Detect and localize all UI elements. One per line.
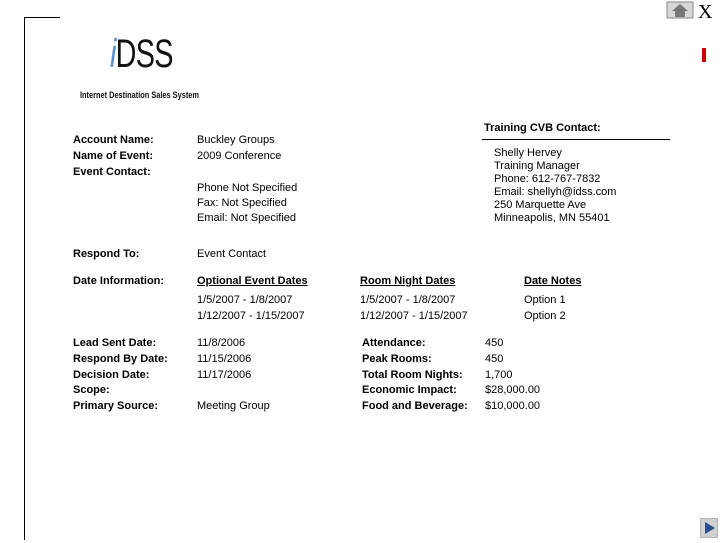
date-cell: 1/12/2007 - 1/15/2007 bbox=[197, 310, 305, 322]
attendance-value: 450 bbox=[485, 337, 504, 349]
optional-event-dates-header: Optional Event Dates bbox=[197, 275, 308, 287]
room-night-dates-header: Room Night Dates bbox=[360, 275, 456, 287]
home-button[interactable] bbox=[666, 1, 694, 19]
date-cell: Option 1 bbox=[524, 294, 566, 306]
date-cell: 1/5/2007 - 1/8/2007 bbox=[360, 294, 456, 306]
account-name-value: Buckley Groups bbox=[197, 134, 275, 146]
contact-phone: Phone Not Specified bbox=[197, 182, 298, 194]
respond-by-date-value: 11/15/2006 bbox=[197, 353, 252, 365]
peak-rooms-value: 450 bbox=[485, 353, 504, 365]
date-cell: 1/12/2007 - 1/15/2007 bbox=[360, 310, 468, 322]
slide-frame-top bbox=[24, 17, 60, 18]
red-marker bbox=[702, 48, 706, 62]
cvb-contact-line: Shelly Hervey bbox=[494, 147, 562, 159]
respond-to-label: Respond To: bbox=[73, 248, 140, 260]
attendance-label: Attendance: bbox=[362, 337, 426, 349]
home-icon bbox=[666, 1, 694, 19]
cvb-contact-line: Minneapolis, MN 55401 bbox=[494, 212, 610, 224]
decision-date-value: 11/17/2006 bbox=[197, 369, 252, 381]
date-cell: Option 2 bbox=[524, 310, 566, 322]
contact-fax: Fax: Not Specified bbox=[197, 197, 287, 209]
close-button[interactable]: X bbox=[698, 1, 713, 23]
economic-impact-label: Economic Impact: bbox=[362, 384, 457, 396]
date-notes-header: Date Notes bbox=[524, 275, 582, 287]
next-slide-button[interactable] bbox=[700, 518, 718, 538]
respond-to-value: Event Contact bbox=[197, 248, 267, 260]
primary-source-label: Primary Source: bbox=[73, 400, 158, 412]
cvb-contact-line: Phone: 612-767-7832 bbox=[494, 173, 601, 185]
event-name-label: Name of Event: bbox=[73, 150, 154, 162]
total-room-nights-value: 1,700 bbox=[485, 369, 513, 381]
economic-impact-value: $28,000.00 bbox=[485, 384, 541, 396]
account-name-label: Account Name: bbox=[73, 134, 154, 146]
logo-subtitle: Internet Destination Sales System bbox=[80, 90, 199, 100]
logo-wordmark: iDSS bbox=[110, 32, 173, 76]
next-arrow-icon bbox=[700, 518, 718, 538]
scope-label: Scope: bbox=[73, 384, 110, 396]
event-contact-label: Event Contact: bbox=[73, 166, 151, 178]
cvb-contact-line: Training Manager bbox=[494, 160, 580, 172]
respond-by-date-label: Respond By Date: bbox=[73, 353, 168, 365]
total-room-nights-label: Total Room Nights: bbox=[362, 369, 463, 381]
peak-rooms-label: Peak Rooms: bbox=[362, 353, 432, 365]
cvb-contact-rule bbox=[482, 139, 670, 140]
cvb-contact-line: 250 Marquette Ave bbox=[494, 199, 587, 211]
date-information-label: Date Information: bbox=[73, 275, 165, 287]
lead-sent-date-value: 11/8/2006 bbox=[197, 337, 246, 349]
primary-source-value: Meeting Group bbox=[197, 400, 270, 412]
event-name-value: 2009 Conference bbox=[197, 150, 282, 162]
slide-frame-left bbox=[24, 17, 25, 540]
date-cell: 1/5/2007 - 1/8/2007 bbox=[197, 294, 293, 306]
decision-date-label: Decision Date: bbox=[73, 369, 150, 381]
lead-sent-date-label: Lead Sent Date: bbox=[73, 337, 157, 349]
food-and-beverage-value: $10,000.00 bbox=[485, 400, 541, 412]
cvb-contact-line: Email: shellyh@idss.com bbox=[494, 186, 617, 198]
cvb-contact-heading: Training CVB Contact: bbox=[484, 122, 601, 134]
food-and-beverage-label: Food and Beverage: bbox=[362, 400, 468, 412]
contact-email: Email: Not Specified bbox=[197, 212, 297, 224]
idss-logo bbox=[80, 28, 199, 106]
